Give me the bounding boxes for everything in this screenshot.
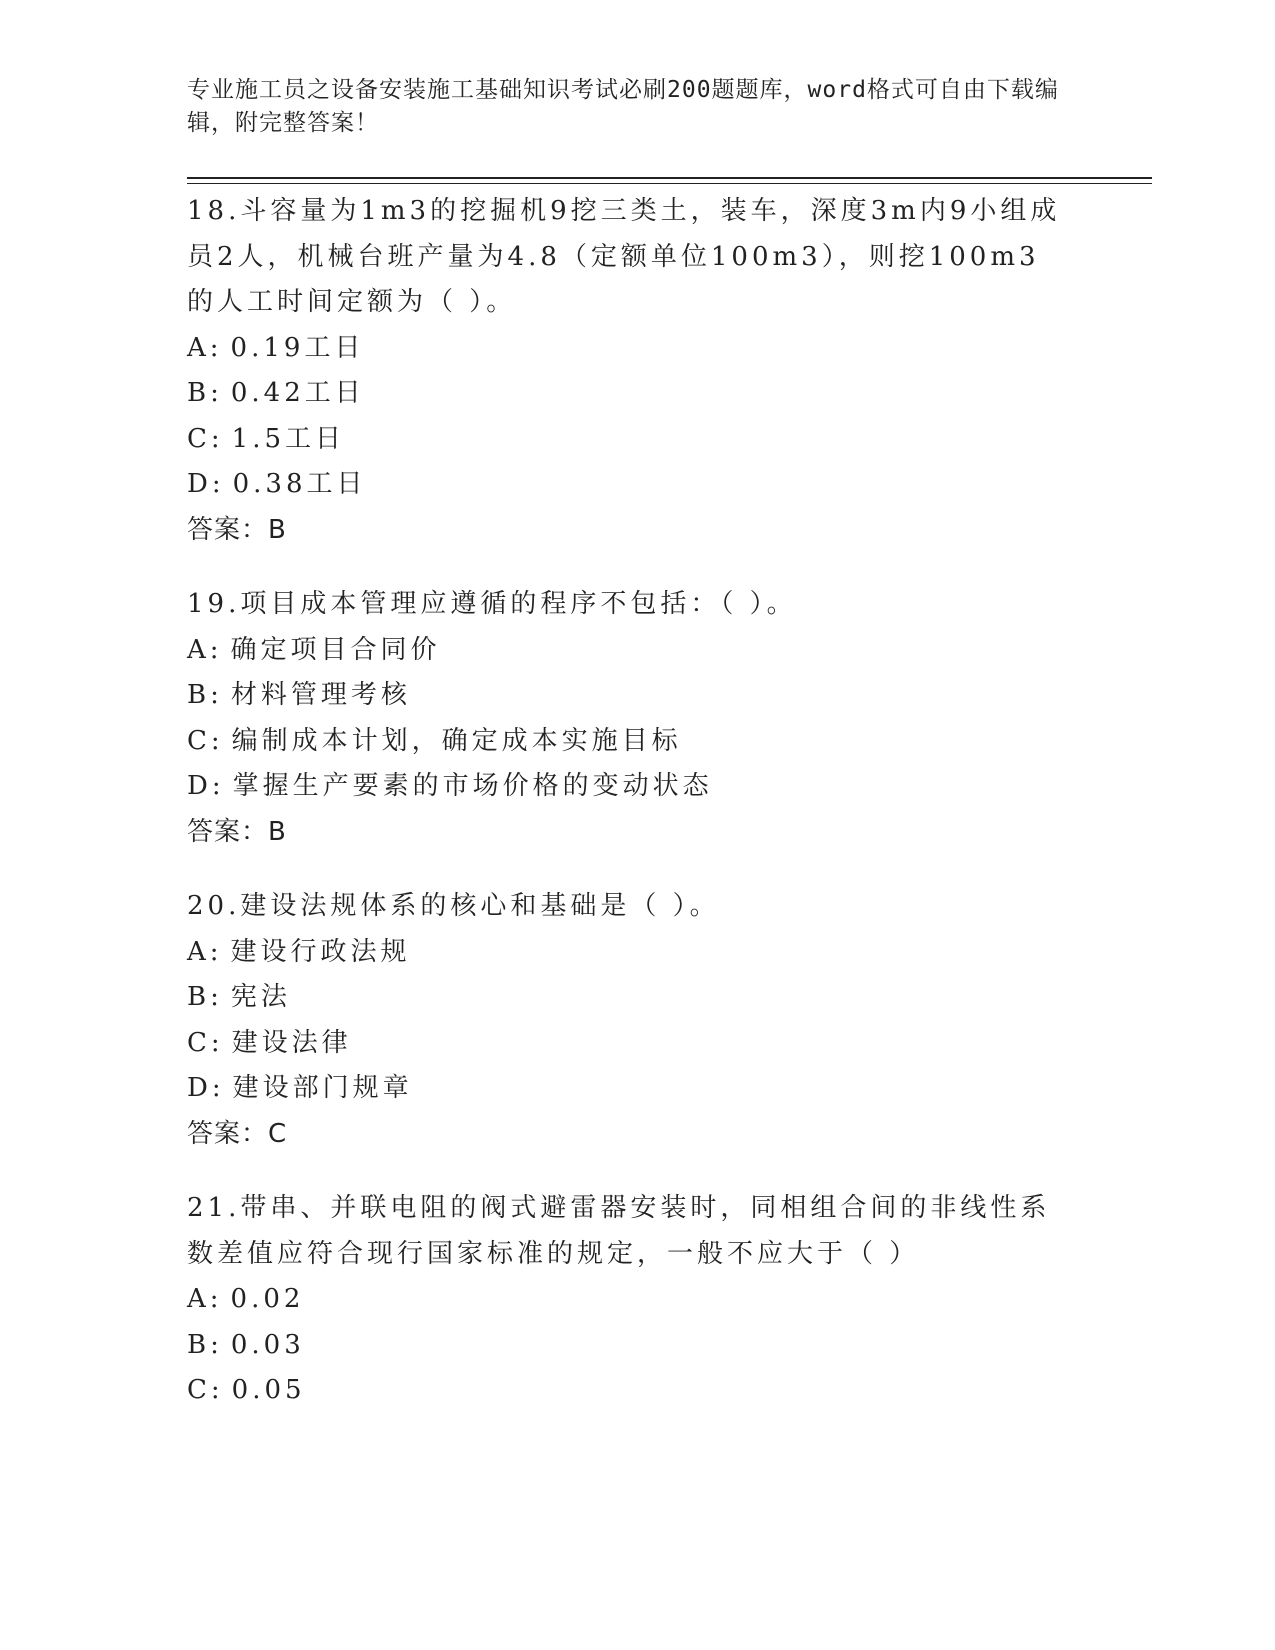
option-d (187, 462, 1087, 508)
option-a (187, 326, 1087, 372)
option-key: A: (187, 634, 223, 665)
question-list (187, 189, 1087, 1443)
option-c (187, 1021, 1087, 1067)
option-b (187, 371, 1087, 417)
option-a (187, 1277, 1087, 1323)
option-c (187, 417, 1087, 463)
option-text: 0.03 (230, 1329, 305, 1360)
option-a (187, 628, 1087, 674)
option-key: A: (187, 1284, 223, 1314)
option-text: 确定项目合同价 (230, 634, 441, 665)
option-key: B: (187, 982, 223, 1012)
question-stem: 20.建设法规体系的核心和基础是（ ）。 (187, 891, 720, 921)
option-text: 建设部门规章 (232, 1073, 413, 1103)
option-key: B: (187, 680, 223, 710)
option-key: D: (187, 1073, 225, 1103)
question-21 (187, 1186, 1087, 1414)
option-b (187, 975, 1087, 1021)
option-text: 1.5工日 (231, 423, 346, 454)
option-key: A: (187, 332, 223, 363)
option-text: 建设法律 (231, 1027, 352, 1058)
option-text: 0.02 (230, 1284, 305, 1314)
question-18 (187, 189, 1087, 553)
option-key: C: (187, 1375, 224, 1405)
option-text: 宪法 (230, 982, 291, 1012)
option-d (187, 1066, 1087, 1112)
option-text: 0.19工日 (230, 332, 365, 363)
question-stem: 21.带串、并联电阻的阀式避雷器安装时，同相组合间的非线性系数差值应符合现行国家标准的规定，一般不应大于（ ） (187, 1193, 1051, 1269)
option-b (187, 673, 1087, 719)
option-key: C: (187, 423, 224, 454)
header-divider-thick (187, 177, 1152, 179)
option-b (187, 1323, 1087, 1369)
option-text: 0.42工日 (230, 378, 365, 408)
option-text: 0.38工日 (232, 469, 367, 499)
option-c (187, 1368, 1087, 1414)
option-key: B: (187, 378, 223, 408)
answer-line: 答案：B (187, 816, 287, 847)
answer-line: 答案：C (187, 1118, 288, 1149)
option-key: C: (187, 725, 224, 756)
header-divider-thin (187, 183, 1152, 184)
question-20 (187, 884, 1087, 1157)
option-text: 材料管理考核 (230, 680, 411, 710)
question-stem: 18.斗容量为1m3的挖掘机9挖三类土，装车，深度3m内9小组成员2人，机械台班产量为4.8（定额单位100m3），则挖100m3的人工时间定额为（ ）。 (187, 196, 1061, 317)
question-19 (187, 582, 1087, 855)
question-stem: 19.项目成本管理应遵循的程序不包括：（ ）。 (187, 589, 797, 619)
answer-line: 答案：B (187, 514, 287, 545)
document-header: 专业施工员之设备安装施工基础知识考试必刷200题题库，word格式可自由下载编辑，附完整答案！ (187, 77, 1059, 136)
option-key: A: (187, 936, 223, 967)
option-d (187, 764, 1087, 810)
option-a (187, 930, 1087, 976)
option-c (187, 719, 1087, 765)
option-key: B: (187, 1329, 223, 1360)
option-text: 0.05 (231, 1375, 306, 1405)
option-key: C: (187, 1027, 224, 1058)
option-text: 编制成本计划，确定成本实施目标 (231, 725, 682, 756)
option-key: D: (187, 469, 225, 499)
option-key: D: (187, 771, 225, 801)
option-text: 掌握生产要素的市场价格的变动状态 (232, 771, 713, 801)
option-text: 建设行政法规 (230, 936, 411, 967)
